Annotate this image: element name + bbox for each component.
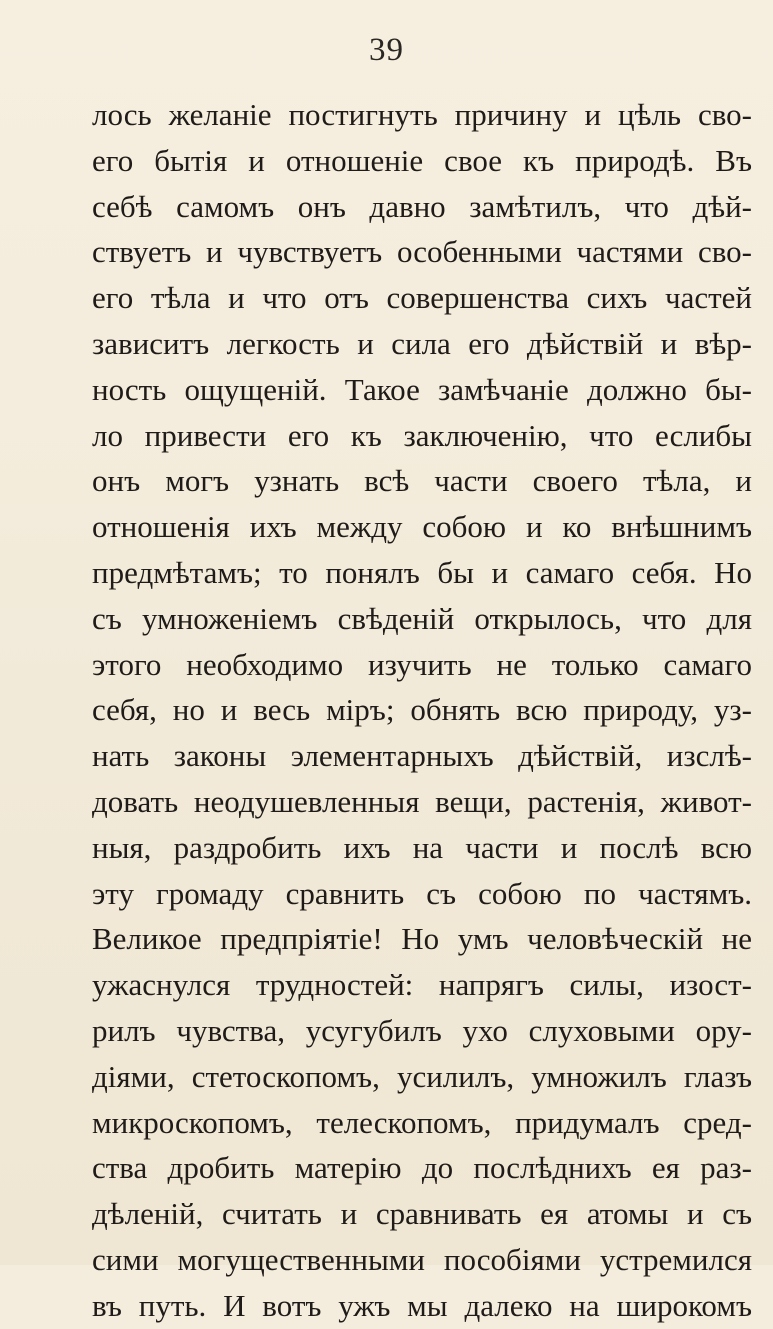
text-line: довать неодушевленныя вещи, растенія, живот-	[92, 783, 752, 819]
text-line: предмѣтамъ; то понялъ бы и самаго себя. Но	[92, 554, 752, 590]
text-line: себя, но и весь міръ; обнять всю природу, уз-	[92, 692, 752, 728]
text-line: ствуетъ и чувствуетъ особенными частями сво-	[92, 234, 752, 270]
text-line: ло привести его къ заключенію, что еслибы	[92, 417, 752, 453]
text-line: микроскопомъ, телескопомъ, придумалъ сред-	[92, 1104, 752, 1140]
text-line: онъ могъ узнать всѣ части своего тѣла, и	[92, 463, 752, 499]
text-line: въ путь. И вотъ ужъ мы далеко на широкомъ	[92, 1287, 752, 1323]
text-line: себѣ самомъ онъ давно замѣтилъ, что дѣй-	[92, 188, 752, 224]
text-line: ужаснулся трудностей: напрягъ силы, изост-	[92, 967, 752, 1003]
text-line: его бытія и отношеніе свое къ природѣ. Въ	[92, 142, 752, 178]
text-line: діями, стетоскопомъ, усилилъ, умножилъ глазъ	[92, 1058, 752, 1094]
body-text	[92, 92, 752, 1329]
text-line: сими могущественными пособіями устремился	[92, 1241, 752, 1277]
text-line: съ умноженіемъ свѣденій открылось, что для	[92, 600, 752, 636]
text-line: эту громаду сравнить съ собою по частямъ.	[92, 875, 752, 911]
page-number: 39	[369, 32, 404, 68]
text-line: нать законы элементарныхъ дѣйствій, изслѣ-	[92, 738, 752, 774]
text-line: ныя, раздробить ихъ на части и послѣ всю	[92, 829, 752, 865]
text-line: дѣленій, считать и сравнивать ея атомы и съ	[92, 1196, 752, 1232]
text-line: ства дробить матерію до послѣднихъ ея раз-	[92, 1150, 752, 1186]
text-line: зависитъ легкость и сила его дѣйствій и вѣр-	[92, 325, 752, 361]
text-line: рилъ чувства, усугубилъ ухо слуховыми ору-	[92, 1012, 752, 1048]
text-line: его тѣла и что отъ совершенства сихъ частей	[92, 280, 752, 316]
text-line: Великое предпріятіе! Но умъ человѣческій не	[92, 921, 752, 957]
text-line: этого необходимо изучить не только самаго	[92, 646, 752, 682]
text-line: лось желаніе постигнуть причину и цѣль сво-	[92, 97, 752, 132]
text-line: ность ощущеній. Такое замѣчаніе должно бы-	[92, 371, 752, 407]
text-line: отношенія ихъ между собою и ко внѣшнимъ	[92, 509, 752, 545]
